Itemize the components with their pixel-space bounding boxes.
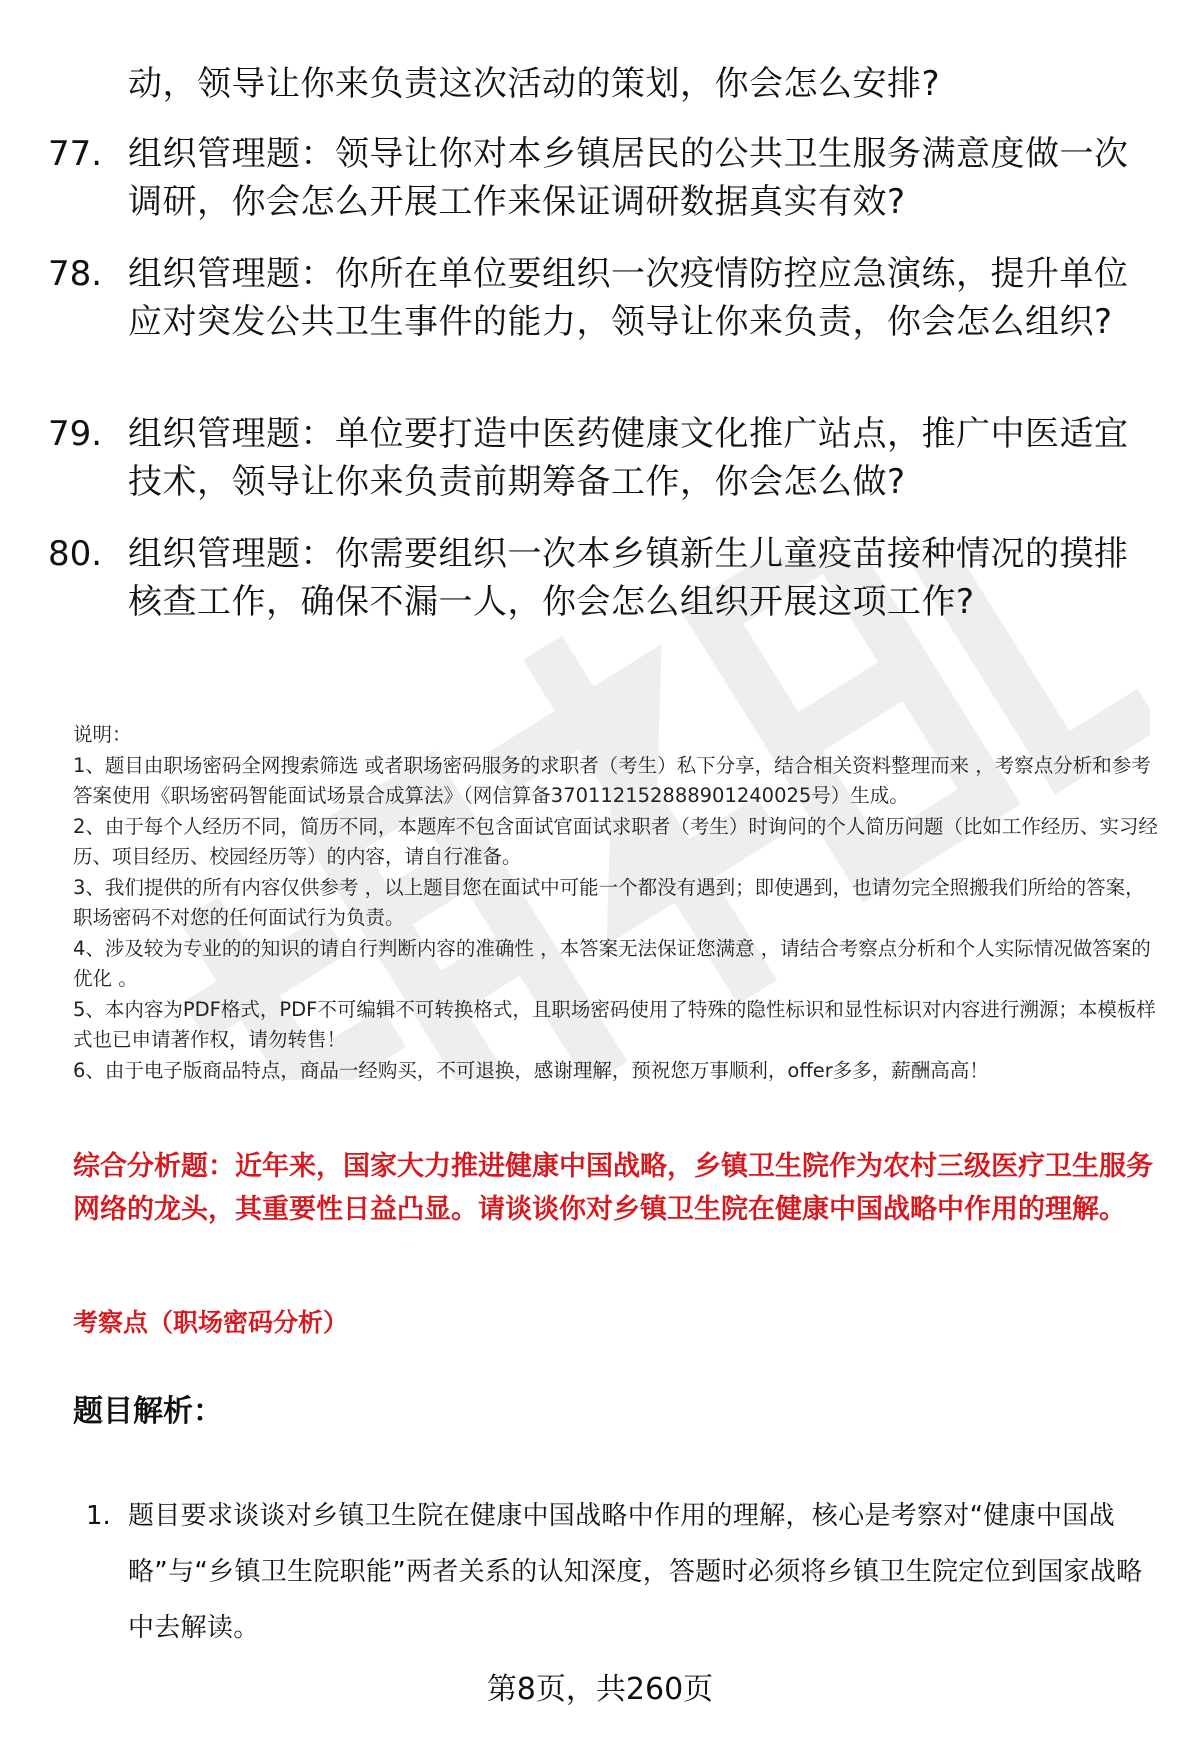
- analysis-heading: 题目解析：: [73, 1394, 223, 1429]
- analysis-text: 题目要求谈谈对乡镇卫生院在健康中国战略中作用的理解，核心是考察对“健康中国战略”与“乡镇卫生院职能”两者关系的认知深度，答题时必须将乡镇卫生院定位到国家战略中去解读。: [128, 1501, 1143, 1643]
- question-number: 78.: [48, 254, 103, 294]
- notes-section: [73, 720, 1163, 1086]
- question-number: 77.: [48, 134, 103, 174]
- page-footer: 第8页，共260页: [486, 1672, 714, 1707]
- notes-heading: 说明：: [73, 723, 132, 746]
- question-number: 80.: [48, 534, 103, 574]
- note-item: 1、题目由职场密码全网搜索筛选 或者职场密码服务的求职者（考生）私下分享，结合相关资料整理而来 ，考察点分析和参考答案使用《职场密码智能面试场景合成算法》（网信算备370112152888901240025号）生成。: [73, 753, 1151, 807]
- question-continuation: 动，领导让你来负责这次活动的策划，你会怎么安排?: [128, 64, 941, 104]
- analysis-item: [86, 1488, 1166, 1656]
- question-text: 组织管理题：你需要组织一次本乡镇新生儿童疫苗接种情况的摸排核查工作，确保不漏一人，你会怎么组织开展这项工作?: [128, 534, 1129, 622]
- note-item: 2、由于每个人经历不同，简历不同，本题库不包含面试官面试求职者（考生）时询问的个人简历问题（比如工作经历、实习经历、项目经历、校园经历等）的内容，请自行准备。: [73, 814, 1158, 868]
- analysis-number: 1.: [86, 1501, 111, 1531]
- note-item: 6、由于电子版商品特点，商品一经购买，不可退换，感谢理解，预祝您万事顺利，offer多多，薪酬高高！: [73, 1058, 989, 1082]
- note-item: 4、涉及较为专业的的知识的请自行判断内容的准确性 ，本答案无法保证您满意 ，请结合考察点分析和个人实际情况做答案的优化 。: [73, 936, 1151, 990]
- question-text: 组织管理题：单位要打造中医药健康文化推广站点，推广中医适宜技术，领导让你来负责前期筹备工作，你会怎么做?: [128, 414, 1129, 502]
- question-item: [48, 250, 1158, 346]
- question-text: 组织管理题：你所在单位要组织一次疫情防控应急演练，提升单位应对突发公共卫生事件的能力，领导让你来负责，你会怎么组织?: [128, 254, 1129, 342]
- question-number: 79.: [48, 414, 103, 454]
- question-text: 组织管理题：领导让你对本乡镇居民的公共卫生服务满意度做一次调研，你会怎么开展工作来保证调研数据真实有效?: [128, 134, 1129, 222]
- question-item: [48, 410, 1158, 506]
- note-item: 5、本内容为PDF格式，PDF不可编辑不可转换格式，且职场密码使用了特殊的隐性标识和显性标识对内容进行溯源；本模板样式也已申请著作权，请勿转售！: [73, 997, 1156, 1051]
- kaocha-label: 考察点（职场密码分析）: [73, 1308, 349, 1337]
- featured-question: 综合分析题：近年来，国家大力推进健康中国战略，乡镇卫生院作为农村三级医疗卫生服务网络的龙头，其重要性日益凸显。请谈谈你对乡镇卫生院在健康中国战略中作用的理解。: [73, 1151, 1153, 1225]
- note-item: 3、我们提供的所有内容仅供参考 ，以上题目您在面试中可能一个都没有遇到；即使遇到，也请勿完全照搬我们所给的答案，职场密码不对您的任何面试行为负责。: [73, 875, 1145, 929]
- question-item: [48, 530, 1158, 626]
- question-item: [48, 130, 1158, 226]
